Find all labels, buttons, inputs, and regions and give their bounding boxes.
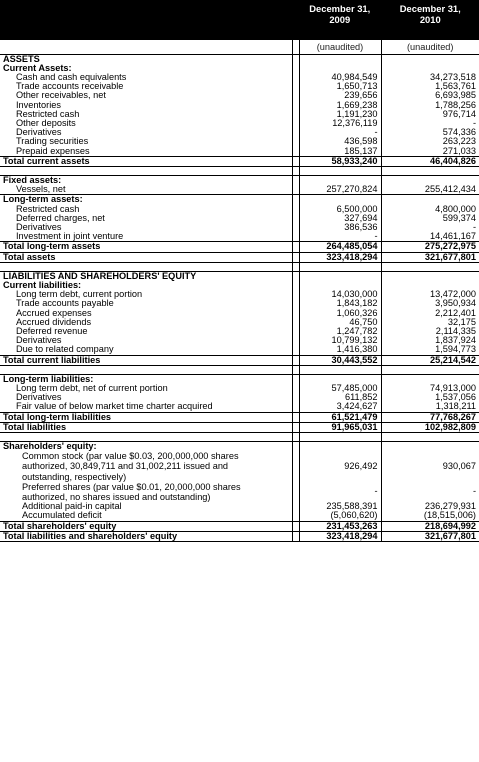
apic-row: [0, 502, 479, 511]
spacer-cell: [292, 205, 299, 214]
total-liabilities-label: Total liabilities: [0, 422, 292, 432]
spacer-cell: [292, 402, 299, 412]
spacer-cell: [292, 511, 299, 521]
current-asset-row-2009: 1,650,713: [299, 82, 381, 91]
longterm-liabilities-heading-2010: [381, 374, 479, 384]
spacer-cell: [292, 101, 299, 110]
longterm-liability-row-label: Derivatives: [0, 393, 292, 402]
current-asset-row-label: Cash and cash equivalents: [0, 73, 292, 82]
spacer-cell: [292, 318, 299, 327]
spacer-cell: [292, 82, 299, 91]
current-asset-row-2009: 12,376,119: [299, 119, 381, 128]
longterm-liability-row-label: Fair value of below market time charter acquired: [0, 402, 292, 412]
apic-row-2009: 235,588,391: [299, 502, 381, 511]
total-shareholders-equity-2009: 231,453,263: [299, 521, 381, 531]
longterm-assets-heading-label: Long-term assets:: [0, 195, 292, 205]
total-current-assets-label: Total current assets: [0, 156, 292, 166]
current-liabilities-heading-2010: [381, 281, 479, 290]
vessels-row-2010: 255,412,434: [424, 185, 476, 195]
spacer-cell: [292, 73, 299, 82]
current-asset-row-2010: 263,223: [442, 137, 476, 147]
longterm-assets-heading-2009: [299, 195, 381, 205]
blank-row-2010: [381, 365, 479, 374]
current-liability-row: [0, 336, 479, 345]
longterm-liability-row: [0, 402, 479, 412]
total-assets-label: Total assets: [0, 252, 292, 262]
equity-heading-2009: [299, 442, 381, 452]
spacer-cell: [292, 290, 299, 299]
total-current-liabilities-label: Total current liabilities: [0, 355, 292, 365]
spacer-cell: [292, 156, 299, 166]
spacer-cell: [292, 482, 299, 502]
current-assets-heading-label: Current Assets:: [0, 64, 292, 73]
current-asset-row: [0, 147, 479, 157]
spacer-cell: [292, 54, 299, 64]
unaudited-row-2009: (unaudited): [299, 40, 381, 54]
current-liability-row-2009: 46,750: [299, 318, 381, 327]
spacer-cell: [292, 252, 299, 262]
fixed-assets-heading-label: Fixed assets:: [0, 175, 292, 185]
current-asset-row-2010: 976,714: [442, 109, 476, 119]
spacer-cell: [292, 365, 299, 374]
vessels-row-2009: 257,270,824: [299, 185, 381, 195]
current-liability-row: [0, 299, 479, 308]
longterm-liability-row-label: Long term debt, net of current portion: [0, 384, 292, 393]
blank-row: [0, 166, 479, 175]
longterm-asset-row-label: Deferred charges, net: [0, 214, 292, 223]
current-asset-row-2009: -: [299, 128, 381, 137]
spacer-cell: [292, 128, 299, 137]
total-liabilities-and-equity: [0, 531, 479, 541]
blank-row-2009: [299, 262, 381, 271]
spacer-cell: [292, 412, 299, 422]
liabilities-title-2009: [299, 271, 381, 281]
current-asset-row-label: Other deposits: [0, 119, 292, 128]
current-liability-row: [0, 309, 479, 318]
spacer-cell: [292, 262, 299, 271]
current-asset-row: [0, 101, 479, 110]
current-liability-row-2010: 1,837,924: [435, 336, 476, 346]
spacer-cell: [292, 147, 299, 157]
total-current-liabilities-2009: 30,443,552: [299, 355, 381, 365]
current-asset-row-label: Inventories: [0, 101, 292, 110]
current-asset-row: [0, 82, 479, 91]
current-asset-row-2010: 574,336: [442, 128, 476, 138]
blank-row-label: [0, 166, 292, 175]
total-longterm-assets-label: Total long-term assets: [0, 242, 292, 252]
longterm-liability-row-2010: 74,913,000: [430, 384, 476, 393]
common-stock-row-label: Common stock (par value $0.03, 200,000,000 shares authorized, 30,849,711 and 31,002,211 issued and outstanding, respectively): [0, 451, 292, 482]
spacer-cell: [292, 355, 299, 365]
current-asset-row-2009: 239,656: [299, 91, 381, 100]
total-current-liabilities: [0, 355, 479, 365]
longterm-asset-row-2010: 14,461,167: [430, 232, 476, 242]
blank-row-2010: [381, 166, 479, 175]
preferred-shares-row-2010: -: [472, 486, 476, 497]
longterm-asset-row: [0, 223, 479, 232]
longterm-liability-row-2009: 3,424,627: [299, 402, 381, 412]
longterm-asset-row: [0, 214, 479, 223]
equity-heading-2010: [381, 442, 479, 452]
accumulated-deficit-row-2010: (18,515,006): [423, 511, 476, 521]
longterm-liability-row-2009: 57,485,000: [299, 384, 381, 393]
blank-row: [0, 433, 479, 442]
spacer-cell: [292, 299, 299, 308]
current-asset-row: [0, 128, 479, 137]
current-asset-row-label: Trade accounts receivable: [0, 82, 292, 91]
spacer-cell: [292, 422, 299, 432]
current-liability-row-label: Accrued expenses: [0, 309, 292, 318]
spacer-cell: [292, 309, 299, 318]
total-shareholders-equity: [0, 521, 479, 531]
current-liability-row-2009: 1,416,380: [299, 345, 381, 355]
longterm-liability-row-2009: 611,852: [299, 393, 381, 402]
blank-row-2009: [299, 365, 381, 374]
longterm-asset-row-2009: 327,694: [299, 214, 381, 223]
preferred-shares-row: [0, 482, 479, 502]
total-liabilities-2010: 102,982,809: [381, 422, 479, 432]
assets-title: [0, 54, 479, 64]
common-stock-row: [0, 451, 479, 482]
current-asset-row-2010: 1,563,761: [435, 82, 476, 92]
current-asset-row-2009: 1,191,230: [299, 110, 381, 119]
total-shareholders-equity-label: Total shareholders' equity: [0, 521, 292, 531]
total-liabilities-2009: 91,965,031: [299, 422, 381, 432]
total-current-assets-2010: 46,404,826: [381, 156, 479, 166]
longterm-liabilities-heading: [0, 374, 479, 384]
liabilities-title-2010: [381, 271, 479, 281]
current-liability-row-label: Accrued dividends: [0, 318, 292, 327]
current-liabilities-heading: [0, 281, 479, 290]
header-gap: [292, 0, 299, 40]
total-current-assets-2009: 58,933,240: [299, 156, 381, 166]
spacer-cell: [292, 442, 299, 452]
current-assets-heading: [0, 64, 479, 73]
current-asset-row: [0, 110, 479, 119]
current-asset-row-label: Prepaid expenses: [0, 147, 292, 157]
accumulated-deficit-row-label: Accumulated deficit: [0, 511, 292, 521]
header-blank: [0, 0, 292, 40]
spacer-cell: [292, 271, 299, 281]
total-assets-2010: 321,677,801: [381, 252, 479, 262]
blank-row-2010: [381, 433, 479, 442]
longterm-liability-row: [0, 393, 479, 402]
unaudited-row-label: [0, 40, 292, 54]
spacer-cell: [292, 119, 299, 128]
current-liability-row-2010: 32,175: [447, 317, 476, 327]
spacer-cell: [292, 223, 299, 232]
apic-row-2010: 236,279,931: [424, 502, 476, 512]
spacer-cell: [292, 232, 299, 242]
fixed-assets-heading: [0, 175, 479, 185]
total-longterm-assets: [0, 242, 479, 252]
spacer-cell: [292, 384, 299, 393]
spacer-cell: [292, 214, 299, 223]
spacer-cell: [292, 40, 299, 54]
current-liability-row-2009: 1,247,782: [299, 327, 381, 336]
current-liability-row-2009: 1,843,182: [299, 299, 381, 308]
blank-row-label: [0, 433, 292, 442]
longterm-liabilities-heading-2009: [299, 374, 381, 384]
current-asset-row-label: Trading securities: [0, 137, 292, 146]
blank-row-2010: [381, 262, 479, 271]
total-liabilities-and-equity-label: Total liabilities and shareholders' equity: [0, 531, 292, 541]
total-longterm-liabilities: [0, 412, 479, 422]
spacer-cell: [292, 137, 299, 146]
fixed-assets-heading-2010: [381, 175, 479, 185]
current-asset-row-label: Restricted cash: [0, 110, 292, 119]
current-asset-row: [0, 137, 479, 146]
unaudited-row-2010: (unaudited): [407, 42, 454, 53]
accumulated-deficit-row-2009: (5,060,620): [299, 511, 381, 521]
current-asset-row: [0, 119, 479, 128]
current-asset-row: [0, 91, 479, 100]
total-liabilities-and-equity-2009: 323,418,294: [299, 531, 381, 541]
spacer-cell: [292, 451, 299, 482]
column-header-row: [0, 0, 479, 40]
current-liability-row: [0, 345, 479, 355]
total-longterm-assets-2009: 264,485,054: [299, 242, 381, 252]
spacer-cell: [292, 64, 299, 73]
current-liability-row: [0, 290, 479, 299]
spacer-cell: [292, 433, 299, 442]
current-asset-row-2010: 34,273,518: [430, 72, 476, 82]
total-longterm-liabilities-2009: 61,521,479: [299, 412, 381, 422]
current-liability-row-2010: 3,950,934: [435, 299, 476, 309]
current-liability-row: [0, 318, 479, 327]
total-current-assets: [0, 156, 479, 166]
common-stock-row-2009: 926,492: [299, 451, 381, 482]
blank-row: [0, 365, 479, 374]
assets-title-label: ASSETS: [0, 54, 292, 64]
longterm-asset-row-label: Investment in joint venture: [0, 232, 292, 242]
longterm-asset-row-2009: 6,500,000: [299, 205, 381, 214]
spacer-cell: [292, 531, 299, 541]
longterm-asset-row-2010: -: [472, 222, 476, 232]
total-shareholders-equity-2010: 218,694,992: [381, 521, 479, 531]
longterm-liabilities-heading-label: Long-term liabilities:: [0, 374, 292, 384]
current-liability-row-2010: 2,114,335: [435, 326, 476, 336]
header-2009: December 31, 2009: [299, 0, 381, 40]
equity-heading: [0, 442, 479, 452]
current-asset-row-label: Other receivables, net: [0, 91, 292, 100]
spacer-cell: [292, 502, 299, 511]
total-current-liabilities-2010: 25,214,542: [381, 355, 479, 365]
current-asset-row-2009: 40,984,549: [299, 73, 381, 82]
spacer-cell: [292, 345, 299, 355]
current-asset-row-2009: 436,598: [299, 137, 381, 146]
total-assets: [0, 252, 479, 262]
longterm-asset-row: [0, 232, 479, 242]
current-asset-row-2010: 271,033: [442, 146, 476, 156]
current-liability-row: [0, 327, 479, 336]
longterm-asset-row-label: Derivatives: [0, 223, 292, 232]
total-longterm-liabilities-2010: 77,768,267: [381, 412, 479, 422]
vessels-row-label: Vessels, net: [0, 185, 292, 195]
current-liability-row-2010: 1,594,773: [435, 345, 476, 355]
current-liability-row-2010: 13,472,000: [430, 290, 476, 300]
spacer-cell: [292, 242, 299, 252]
current-liability-row-label: Deferred revenue: [0, 327, 292, 336]
current-liability-row-2010: 2,212,401: [435, 308, 476, 318]
current-asset-row-2010: 6,693,985: [435, 91, 476, 101]
assets-title-2010: [381, 54, 479, 64]
common-stock-row-2010: 930,067: [442, 460, 476, 471]
current-liabilities-heading-2009: [299, 281, 381, 290]
spacer-cell: [292, 110, 299, 119]
longterm-assets-heading-2010: [381, 195, 479, 205]
current-asset-row-2010: 1,788,256: [435, 100, 476, 110]
preferred-shares-row-2009: -: [299, 482, 381, 502]
spacer-cell: [292, 521, 299, 531]
current-liability-row-2009: 1,060,326: [299, 309, 381, 318]
accumulated-deficit-row: [0, 511, 479, 521]
total-assets-2009: 323,418,294: [299, 252, 381, 262]
current-liability-row-label: Long term debt, current portion: [0, 290, 292, 299]
blank-row-label: [0, 262, 292, 271]
total-liabilities: [0, 422, 479, 432]
liabilities-title-label: LIABILITIES AND SHAREHOLDERS' EQUITY: [0, 271, 292, 281]
fixed-assets-heading-2009: [299, 175, 381, 185]
total-liabilities-and-equity-2010: 321,677,801: [381, 531, 479, 541]
current-asset-row-2009: 185,137: [299, 147, 381, 157]
equity-heading-label: Shareholders' equity:: [0, 442, 292, 452]
spacer-cell: [292, 195, 299, 205]
spacer-cell: [292, 175, 299, 185]
spacer-cell: [292, 374, 299, 384]
assets-title-2009: [299, 54, 381, 64]
current-liability-row-label: Trade accounts payable: [0, 299, 292, 308]
liabilities-title: [0, 271, 479, 281]
preferred-shares-row-label: Preferred shares (par value $0.01, 20,000,000 shares authorized, no shares issued and outstanding): [0, 482, 292, 502]
spacer-cell: [292, 281, 299, 290]
longterm-asset-row-label: Restricted cash: [0, 205, 292, 214]
longterm-liability-row-2010: 1,537,056: [435, 393, 476, 403]
longterm-asset-row-2009: -: [299, 232, 381, 242]
spacer-cell: [292, 166, 299, 175]
current-liability-row-label: Derivatives: [0, 336, 292, 345]
header-2010: December 31, 2010: [381, 0, 479, 40]
current-asset-row-2010: -: [472, 118, 476, 128]
vessels-row: [0, 185, 479, 195]
unaudited-row: [0, 40, 479, 54]
apic-row-label: Additional paid-in capital: [0, 502, 292, 511]
spacer-cell: [292, 336, 299, 345]
current-liability-row-2009: 14,030,000: [299, 290, 381, 299]
spacer-cell: [292, 327, 299, 336]
total-longterm-assets-2010: 275,272,975: [381, 242, 479, 252]
current-asset-row-label: Derivatives: [0, 128, 292, 137]
longterm-asset-row-2010: 4,800,000: [435, 204, 476, 214]
longterm-asset-row-2010: 599,374: [442, 213, 476, 223]
spacer-cell: [292, 91, 299, 100]
longterm-asset-row: [0, 205, 479, 214]
current-liability-row-2009: 10,799,132: [299, 336, 381, 345]
longterm-liability-row-2010: 1,318,211: [435, 402, 476, 412]
longterm-liability-row: [0, 384, 479, 393]
current-liabilities-heading-label: Current liabilities:: [0, 281, 292, 290]
spacer-cell: [292, 185, 299, 195]
current-liability-row-label: Due to related company: [0, 345, 292, 355]
blank-row-2009: [299, 433, 381, 442]
longterm-asset-row-2009: 386,536: [299, 223, 381, 232]
spacer-cell: [292, 393, 299, 402]
current-asset-row: [0, 73, 479, 82]
blank-row-2009: [299, 166, 381, 175]
total-longterm-liabilities-label: Total long-term liabilities: [0, 412, 292, 422]
current-asset-row-2009: 1,669,238: [299, 101, 381, 110]
current-assets-heading-2009: [299, 64, 381, 73]
blank-row: [0, 262, 479, 271]
current-assets-heading-2010: [381, 64, 479, 73]
longterm-assets-heading: [0, 195, 479, 205]
blank-row-label: [0, 365, 292, 374]
